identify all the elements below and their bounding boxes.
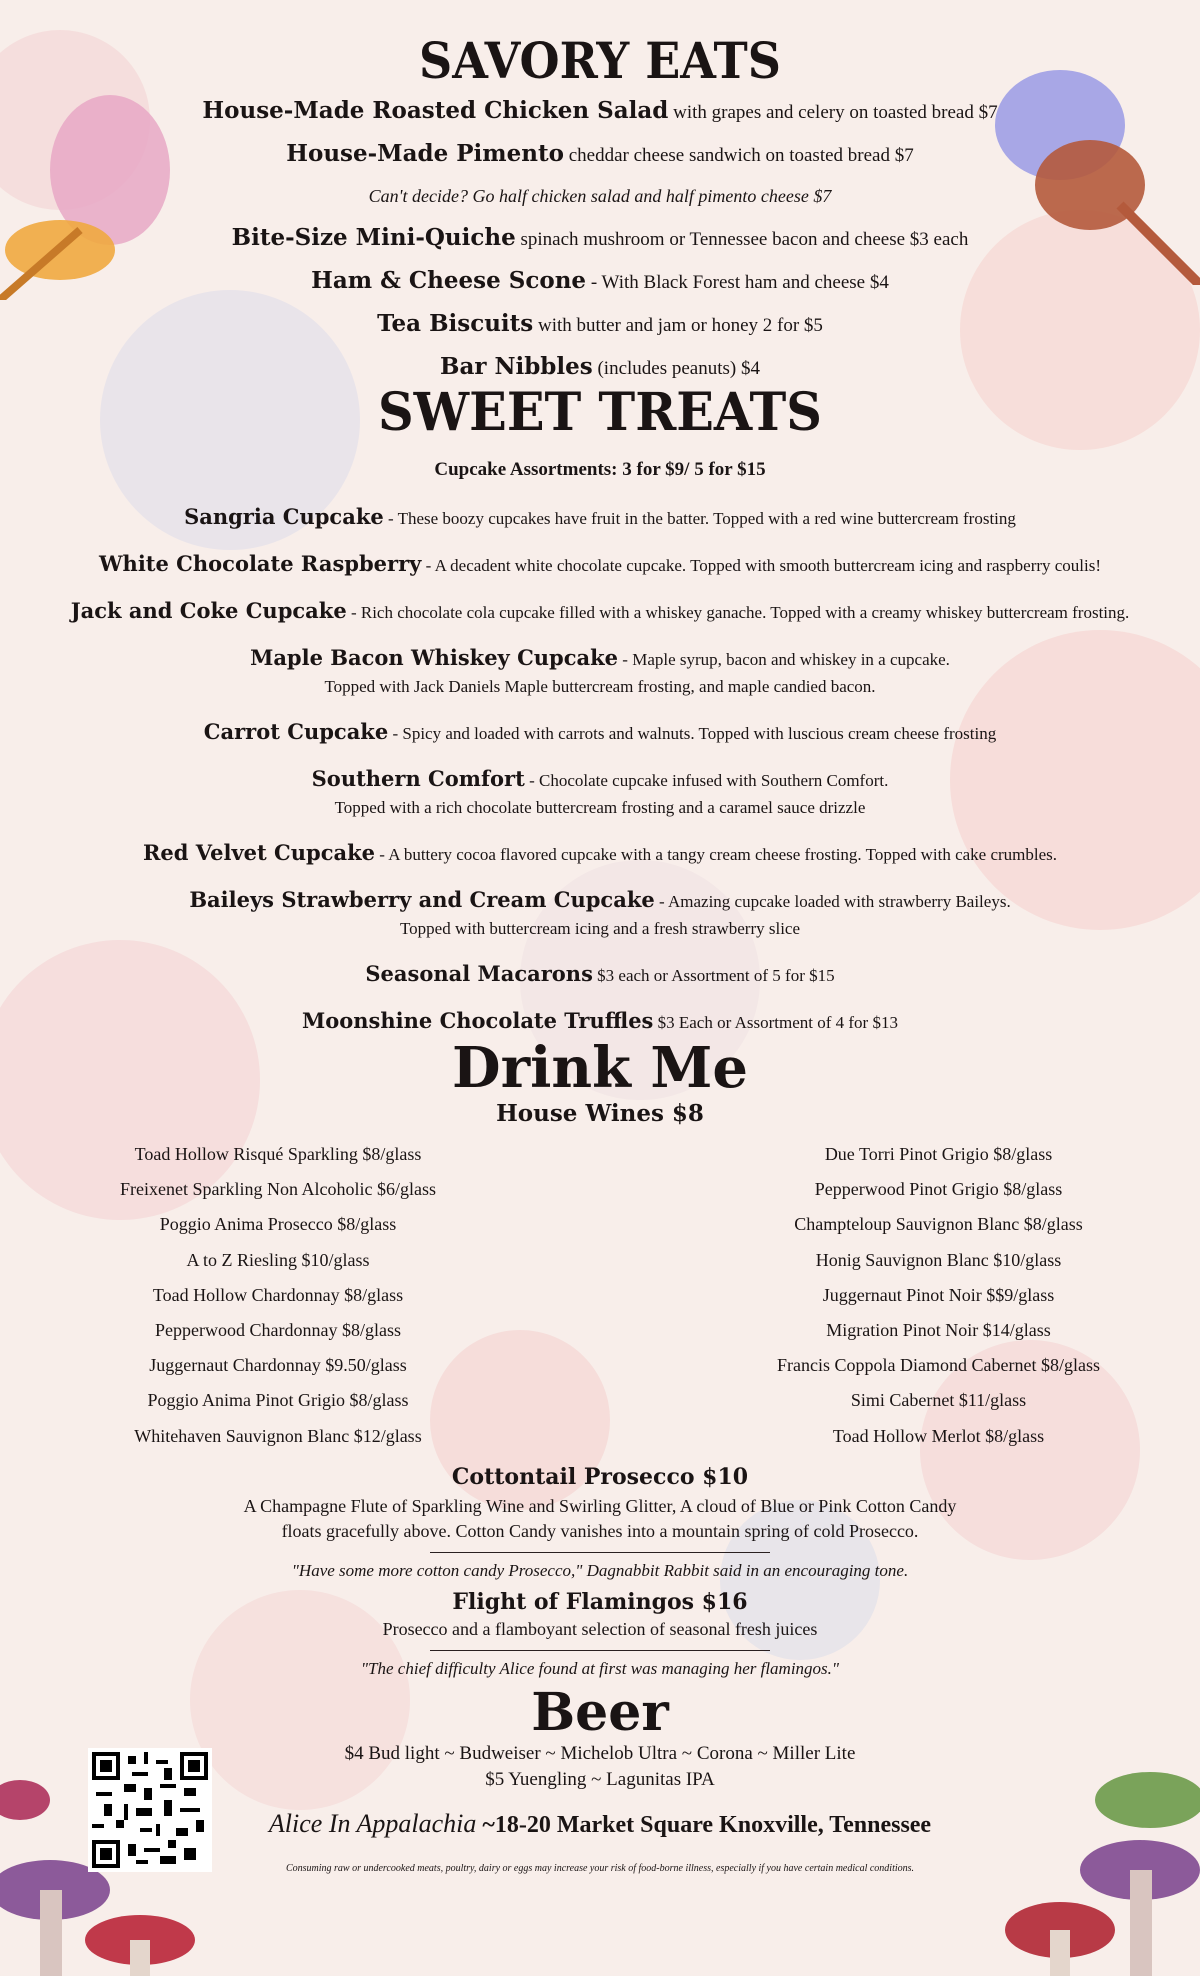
house-wines-heading: House Wines $8 — [496, 1100, 704, 1127]
brand-name: Alice In Appalachia — [268, 1808, 477, 1838]
cupcake-item: Baileys Strawberry and Cream Cupcake - Amazing cupcake loaded with strawberry Baileys. Topped with buttercream icing and a fresh strawberry slice — [189, 887, 1011, 938]
menu-item-note: Can't decide? Go half chicken salad and half pimento cheese $7 — [368, 186, 832, 206]
wine-item: Pepperwood Pinot Grigio $8/glass — [814, 1179, 1063, 1200]
wine-item: A to Z Riesling $10/glass — [186, 1249, 370, 1270]
divider — [430, 1650, 770, 1651]
wine-item: Juggernaut Pinot Noir $$9/glass — [822, 1284, 1055, 1305]
wine-item: Freixenet Sparkling Non Alcoholic $6/glass — [120, 1179, 436, 1200]
cupcake-item: Carrot Cupcake - Spicy and loaded with carrots and walnuts. Topped with luscious cream cheese frosting — [203, 719, 997, 744]
wine-item: Toad Hollow Merlot $8/glass — [832, 1425, 1045, 1446]
flamingo-quote: "The chief difficulty Alice found at first was managing her flamingos." — [360, 1658, 840, 1678]
cupcake-item: Maple Bacon Whiskey Cupcake - Maple syrup, bacon and whiskey in a cupcake. Topped with Jack Daniels Maple buttercream frosting, and maple candied bacon. — [250, 645, 950, 696]
cupcake-assortment: Cupcake Assortments: 3 for $9/ 5 for $15 — [434, 459, 766, 480]
wine-item: Pepperwood Chardonnay $8/glass — [155, 1320, 401, 1341]
menu-item: House-Made Roasted Chicken Salad with grapes and celery on toasted bread $7 — [202, 97, 998, 124]
restaurant-address: Alice In Appalachia ~18-20 Market Square Knoxville, Tennessee — [268, 1808, 932, 1838]
cupcake-item: Sangria Cupcake - These boozy cupcakes have fruit in the batter. Topped with a red wine buttercream frosting — [184, 504, 1016, 529]
savory-section — [0, 0, 1200, 381]
menu-item: Bar Nibbles (includes peanuts) $4 — [440, 353, 760, 380]
wine-item: Migration Pinot Noir $14/glass — [826, 1320, 1051, 1341]
flight-of-flamingos-title: Flight of Flamingos $16 — [452, 1588, 748, 1615]
beer-list: $4 Bud light ~ Budweiser ~ Michelob Ultra ~ Corona ~ Miller Lite — [344, 1742, 856, 1764]
prosecco-quote: "Have some more cotton candy Prosecco," Dagnabbit Rabbit said in an encouraging tone. — [291, 1560, 909, 1580]
sweet-section — [0, 382, 1200, 1036]
wine-item: Honig Sauvignon Blanc $10/glass — [815, 1249, 1062, 1270]
prosecco-description: A Champagne Flute of Sparkling Wine and Swirling Glitter, A cloud of Blue or Pink Cotton Candy — [243, 1495, 957, 1516]
wine-list — [0, 1137, 1200, 1454]
cupcake-item: Red Velvet Cupcake - A buttery cocoa flavored cupcake with a tangy cream cheese frosting. Topped with cake crumbles. — [142, 840, 1058, 865]
menu-item: Ham & Cheese Scone - With Black Forest ham and cheese $4 — [311, 267, 889, 294]
cupcake-item: Southern Comfort - Chocolate cupcake infused with Southern Comfort. Topped with a rich chocolate buttercream frosting and a caramel sauce drizzle — [311, 766, 889, 817]
menu-item: Bite-Size Mini-Quiche spinach mushroom or Tennessee bacon and cheese $3 each — [231, 224, 969, 251]
wine-item: Juggernaut Chardonnay $9.50/glass — [149, 1355, 407, 1376]
beer-title: Beer — [531, 1681, 669, 1743]
savory-title: SAVORY EATS — [419, 31, 781, 90]
macaron-item: Seasonal Macarons $3 each or Assortment of 5 for $15 — [365, 961, 835, 986]
wine-column-left — [120, 1137, 436, 1454]
cupcake-item: Jack and Coke Cupcake - Rich chocolate cola cupcake filled with a whiskey ganache. Topped with a creamy whiskey buttercream frosting. — [70, 598, 1130, 623]
beer-section — [0, 1681, 1200, 1874]
drink-title: Drink Me — [452, 1035, 748, 1101]
wine-item: Whitehaven Sauvignon Blanc $12/glass — [134, 1425, 422, 1446]
wine-item: Simi Cabernet $11/glass — [850, 1390, 1027, 1411]
wine-item: Toad Hollow Chardonnay $8/glass — [152, 1284, 404, 1305]
wine-item: Due Torri Pinot Grigio $8/glass — [824, 1144, 1053, 1164]
food-safety-disclaimer: Consuming raw or undercooked meats, poultry, dairy or eggs may increase your risk of food-borne illness, especially if you have certain medical conditions. — [285, 1862, 915, 1874]
cupcake-item: White Chocolate Raspberry - A decadent white chocolate cupcake. Topped with smooth buttercream icing and raspberry coulis! — [98, 551, 1102, 576]
divider — [430, 1552, 770, 1553]
beer-list: $5 Yuengling ~ Lagunitas IPA — [485, 1768, 715, 1790]
flight-description: Prosecco and a flamboyant selection of seasonal fresh juices — [382, 1618, 818, 1639]
drink-section — [0, 1035, 1200, 1679]
wine-item: Poggio Anima Pinot Grigio $8/glass — [147, 1390, 409, 1411]
sweet-title: SWEET TREATS — [378, 382, 822, 443]
wine-item: Poggio Anima Prosecco $8/glass — [159, 1214, 397, 1235]
wine-column-right — [777, 1137, 1100, 1454]
menu-item: House-Made Pimento cheddar cheese sandwich on toasted bread $7 — [286, 140, 914, 167]
prosecco-description: floats gracefully above. Cotton Candy vanishes into a mountain spring of cold Prosecco. — [281, 1520, 919, 1541]
wine-item: Toad Hollow Risqué Sparkling $8/glass — [134, 1144, 422, 1164]
wine-item: Francis Coppola Diamond Cabernet $8/glass — [777, 1355, 1100, 1376]
truffle-item: Moonshine Chocolate Truffles $3 Each or Assortment of 4 for $13 — [302, 1008, 898, 1033]
wine-item: Champteloup Sauvignon Blanc $8/glass — [794, 1214, 1083, 1235]
cottontail-prosecco-title: Cottontail Prosecco $10 — [451, 1463, 749, 1490]
menu-item: Tea Biscuits with butter and jam or honey 2 for $5 — [377, 310, 823, 337]
